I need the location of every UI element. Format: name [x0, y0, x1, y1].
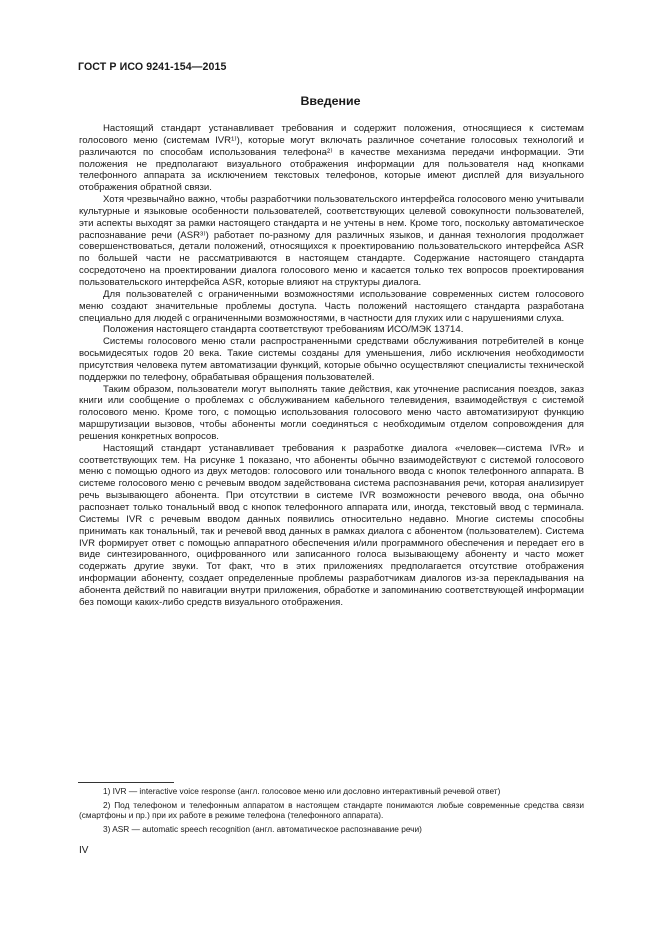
- paragraph: Для пользователей с ограниченными возможностями использование современных систем голосового меню создают значительные проблемы доступа. Часть положений настоящего стандарта разработана специально для людей с ограниченными возможностями, в частности для глухих или с нарушениями слуха.: [79, 288, 584, 324]
- paragraph: Настоящий стандарт устанавливает требования и содержит положения, относящиеся к системам голосового меню (системам IVR¹⁾), которые могут включать различное сочетание голосовых технологий и различаются по способам использования телефона²⁾ в качестве механизма передачи информации. Эти положения не предполагают визуального отображения информации для пользователя над кнопками телефонного аппарата за исключением текстовых телефонов, которые имеют дисплей для визуального отображения обратной связи.: [79, 123, 584, 194]
- document-header: ГОСТ Р ИСО 9241-154—2015: [78, 61, 227, 73]
- footnote: 3) ASR — automatic speech recognition (англ. автоматическое распознавание речи): [103, 823, 422, 834]
- paragraph: Положения настоящего стандарта соответствуют требованиям ИСО/МЭК 13714.: [103, 324, 464, 336]
- paragraph: Таким образом, пользователи могут выполнять такие действия, как уточнение расписания поездов, заказ книги или сообщение о проблемах с обслуживанием кабельного телевидения, взаимодействуя с системой голосового меню. Кроме того, с помощью использования голосового меню часто автоматизируют функцию маршрутизации вызовов, чтобы абоненты могли соединяться с необходимым отделом сопровождения для решения конкретных вопросов.: [79, 383, 584, 442]
- paragraph: Системы голосового меню стали распространенными средствами обслуживания потребителей в конце восьмидесятых годов 20 века. Такие системы созданы для уменьшения, либо исключения необходимости присутствия человека путем автоматизации функций, которые обычно осуществляют специалисты технической поддержки по телефону, обрабатывая обращения пользователей.: [79, 336, 584, 383]
- footnote: 2) Под телефоном и телефонным аппаратом в настоящем стандарте понимаются любые современные средства связи (смартфоны и пр.) при их работе в режиме телефона (телефонного аппарата).: [79, 799, 584, 821]
- section-title: Введение: [300, 94, 361, 108]
- footnote: 1) IVR — interactive voice response (англ. голосовое меню или дословно интерактивный речевой ответ): [103, 786, 501, 796]
- paragraph: Хотя чрезвычайно важно, чтобы разработчики пользовательского интерфейса голосового меню учитывали культурные и языковые особенности пользователей, соответствующих целевой совокупности пользователей, эти аспекты выходят за рамки настоящего стандарта и не учтены в нем. Кроме того, поскольку автоматическое распознавание речи (ASR³⁾) работает по-разному для различных языков, и данная технология продолжает совершенствоваться, детали положений, относящихся к проектированию пользовательского интерфейса ASR по большей части не рассматриваются в настоящем стандарте. Содержание настоящего стандарта сосредоточено на проектировании диалога голосового меню и касается только тех вопросов проектирования пользовательского интерфейса ASR, которые влияют на структуры диалога.: [79, 194, 584, 288]
- paragraph: Настоящий стандарт устанавливает требования к разработке диалога «человек—система IVR» и соответствующих тем. На рисунке 1 показано, что абоненты обычно взаимодействуют с системой голосового меню с помощью одного из двух методов: голосового или тонального ввода с кнопок телефонного аппарата. В системе голосового меню с речевым вводом задействована система распознавания речи, которая анализирует речь вызывающего абонента. При отсутствии в системе IVR возможности речевого ввода, она обычно распознает только тональный ввод с кнопок телефонного аппарата или, иногда, текстовый ввод с терминала. Системы IVR с речевым вводом данных появились относительно недавно. Многие системы способны принимать как тональный, так и речевой ввод данных в рамках диалога с абонентом (пользователем). Система IVR формирует ответ с помощью аппаратного обеспечения и/или программного обеспечения и передает его в виде синтезированного, оцифрованного или записанного голоса вызывающему абоненту и часто может содержать другие звуки. Тот факт, что в этих приложениях предполагается отсутствие отображения информации абоненту, создает определенные проблемы разработчикам диалогов из-за перекладывания на абонента действий по навигации внутри приложения, обработке и запоминанию соответствующей информации без помощи каких-либо средств визуального отображения.: [79, 442, 584, 608]
- footnotes: [79, 786, 584, 837]
- footnote-divider: [78, 782, 174, 783]
- page-number: IV: [79, 845, 89, 856]
- body-text: [79, 123, 584, 609]
